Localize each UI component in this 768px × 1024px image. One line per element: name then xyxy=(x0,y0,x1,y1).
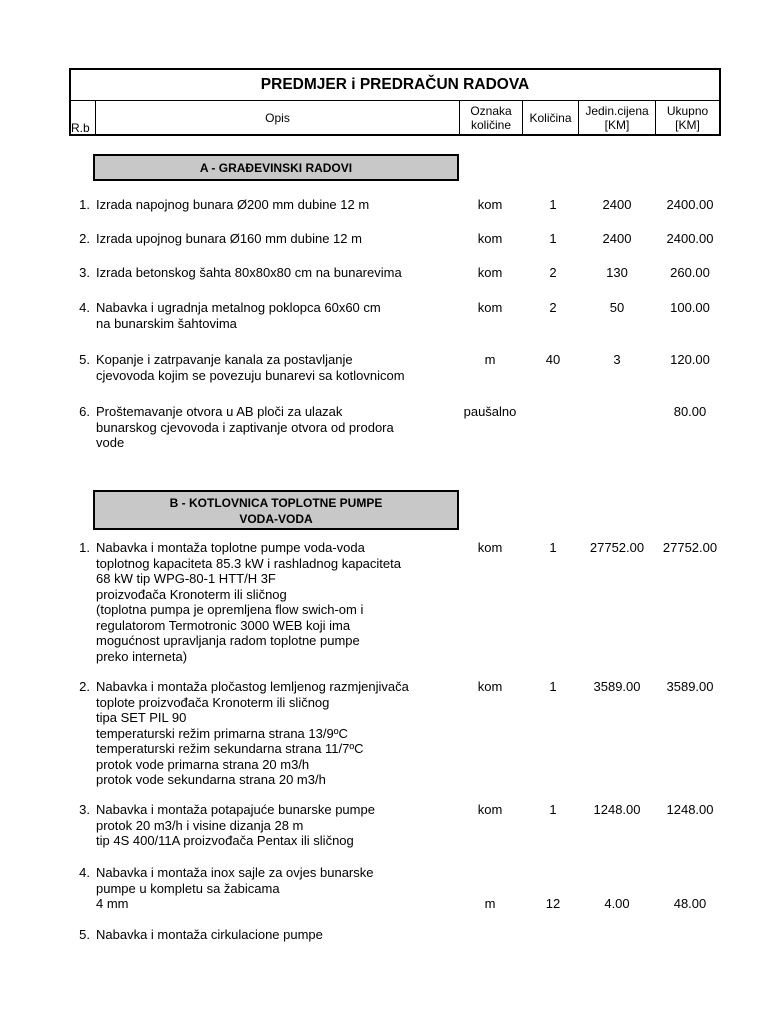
item-quantity: 12 xyxy=(545,896,561,911)
item-total: 3589.00 xyxy=(666,679,714,694)
desc-line: Nabavka i ugradnja metalnog poklopca 60x60 cm xyxy=(96,300,381,315)
item-total: 260.00 xyxy=(670,265,710,280)
desc-line: proizvođača Kronoterm ili sličnog xyxy=(96,586,287,602)
col-ukupno xyxy=(656,101,719,136)
item-number: 1. xyxy=(79,197,90,212)
col-uk-label-2: [KM] xyxy=(675,118,700,132)
item-total: 2400.00 xyxy=(666,197,714,212)
desc-line: Izrada betonskog šahta 80x80x80 cm na bunarevima xyxy=(96,265,402,280)
desc-line: Kopanje i zatrpavanje kanala za postavljanje xyxy=(96,352,353,367)
item-description xyxy=(96,300,456,331)
item-number: 2. xyxy=(79,231,90,246)
desc-line: 4 mm xyxy=(96,896,129,911)
item-price: 3 xyxy=(613,352,621,367)
item-number: 2. xyxy=(79,679,90,694)
desc-line: Nabavka i montaža potapajuće bunarske pumpe xyxy=(96,802,375,817)
item-description xyxy=(96,865,456,912)
item-unit: kom xyxy=(477,540,503,555)
desc-line: Nabavka i montaža cirkulacione pumpe xyxy=(96,927,323,942)
item-price: 4.00 xyxy=(604,896,630,911)
desc-line: protok vode primarna strana 20 m3/h xyxy=(96,756,310,772)
col-uk-label-1: Ukupno xyxy=(666,104,709,118)
desc-line: (toplotna pumpa je opremljena flow swich-om i xyxy=(96,602,364,617)
document-title: PREDMJER i PREDRAČUN RADOVA xyxy=(71,70,719,101)
col-oznaka-label-1: Oznaka xyxy=(470,104,512,118)
item-number: 4. xyxy=(79,300,90,315)
col-kolicina-label: Količina xyxy=(529,111,572,125)
col-jed-label-2: [KM] xyxy=(604,118,630,132)
item-unit: kom xyxy=(477,197,503,212)
item-price: 50 xyxy=(609,300,625,315)
item-number: 1. xyxy=(79,540,90,555)
desc-line: cjevovoda kojim se povezuju bunarevi sa kotlovnicom xyxy=(96,367,405,383)
item-unit: m xyxy=(484,896,496,911)
item-price: 2400 xyxy=(602,231,632,246)
item-description xyxy=(96,679,456,788)
desc-line: Proštemavanje otvora u AB ploči za ulazak xyxy=(96,404,343,419)
desc-line: temperaturski režim sekundarna strana 11/7ºC xyxy=(96,741,364,756)
item-quantity: 40 xyxy=(545,352,561,367)
item-description xyxy=(96,231,456,247)
item-price: 2400 xyxy=(602,197,632,212)
item-quantity: 1 xyxy=(549,540,557,555)
desc-line: preko interneta) xyxy=(96,648,188,664)
col-oznaka-label-2: količine xyxy=(470,118,512,132)
item-description xyxy=(96,927,456,943)
item-quantity: 1 xyxy=(549,197,557,212)
col-opis-label: Opis xyxy=(265,111,290,125)
section-a-heading: A - GRAĐEVINSKI RADOVI xyxy=(93,154,459,181)
item-description xyxy=(96,802,456,849)
item-number: 4. xyxy=(79,865,90,880)
col-rb xyxy=(71,101,96,136)
desc-line: pumpe u kompletu sa žabicama xyxy=(96,880,280,896)
item-number: 3. xyxy=(79,265,90,280)
desc-line: vode xyxy=(96,435,125,450)
col-jedinicna-cijena xyxy=(579,101,656,136)
item-description xyxy=(96,404,456,451)
col-oznaka xyxy=(460,101,523,136)
desc-line: 68 kW tip WPG-80-1 HTT/H 3F xyxy=(96,571,276,586)
item-unit: kom xyxy=(477,300,503,315)
item-unit: kom xyxy=(477,265,503,280)
item-total: 27752.00 xyxy=(662,540,718,555)
column-headers xyxy=(71,101,719,136)
item-unit: kom xyxy=(477,231,503,246)
desc-line: Nabavka i montaža inox sajle za ovjes bunarske xyxy=(96,865,374,880)
col-opis xyxy=(96,101,460,136)
item-quantity: 2 xyxy=(549,265,557,280)
item-total: 2400.00 xyxy=(666,231,714,246)
desc-line: toplote proizvođača Kronoterm ili sličnog xyxy=(96,694,330,710)
item-description xyxy=(96,540,456,664)
section-b-title-line-1: B - KOTLOVNICA TOPLOTNE PUMPE xyxy=(169,496,383,510)
item-unit: kom xyxy=(477,679,503,694)
desc-line: protok vode sekundarna strana 20 m3/h xyxy=(96,772,326,787)
desc-line: Izrada napojnog bunara Ø200 mm dubine 12 m xyxy=(96,197,370,212)
item-quantity: 2 xyxy=(549,300,557,315)
item-number: 5. xyxy=(79,927,90,942)
item-total: 100.00 xyxy=(670,300,710,315)
section-b-title-line-2: VODA-VODA xyxy=(239,512,313,526)
desc-line: regulatorom Termotronic 3000 WEB koji ima xyxy=(96,617,351,633)
item-quantity: 1 xyxy=(549,231,557,246)
col-jed-label-1: Jedin.cijena xyxy=(585,104,649,118)
col-kolicina xyxy=(523,101,579,136)
item-description xyxy=(96,352,456,383)
item-total: 120.00 xyxy=(670,352,710,367)
desc-line: temperaturski režim primarna strana 13/9ºC xyxy=(96,725,348,741)
desc-line: protok 20 m3/h i visine dizanja 28 m xyxy=(96,817,304,833)
item-description xyxy=(96,265,456,281)
item-total: 48.00 xyxy=(673,896,707,911)
col-rb-label: R.b xyxy=(71,121,90,135)
item-number: 3. xyxy=(79,802,90,817)
item-price: 1248.00 xyxy=(593,802,641,817)
item-unit: kom xyxy=(477,802,503,817)
item-price: 130 xyxy=(606,265,628,280)
desc-line: tip 4S 400/11A proizvođača Pentax ili sličnog xyxy=(96,833,354,848)
item-unit: paušalno xyxy=(463,404,517,419)
desc-line: na bunarskim šahtovima xyxy=(96,315,237,331)
desc-line: Nabavka i montaža toplotne pumpe voda-voda xyxy=(96,540,365,555)
item-price: 3589.00 xyxy=(593,679,641,694)
item-total: 80.00 xyxy=(673,404,707,419)
desc-line: Nabavka i montaža pločastog lemljenog razmjenjivača xyxy=(96,679,409,694)
section-b-heading xyxy=(93,490,459,530)
item-price: 27752.00 xyxy=(589,540,645,555)
item-number: 5. xyxy=(79,352,90,367)
item-quantity: 1 xyxy=(549,679,557,694)
desc-line: bunarskog cjevovoda i zaptivanje otvora od prodora xyxy=(96,419,394,435)
item-number: 6. xyxy=(79,404,90,419)
item-description xyxy=(96,197,456,213)
item-total: 1248.00 xyxy=(666,802,714,817)
desc-line: mogućnost upravljanja radom toplotne pumpe xyxy=(96,633,360,648)
item-unit: m xyxy=(484,352,496,367)
desc-line: tipa SET PIL 90 xyxy=(96,710,187,725)
header-table xyxy=(69,68,721,136)
desc-line: Izrada upojnog bunara Ø160 mm dubine 12 m xyxy=(96,231,362,246)
item-quantity: 1 xyxy=(549,802,557,817)
desc-line: toplotnog kapaciteta 85.3 kW i rashladnog kapaciteta xyxy=(96,555,401,571)
